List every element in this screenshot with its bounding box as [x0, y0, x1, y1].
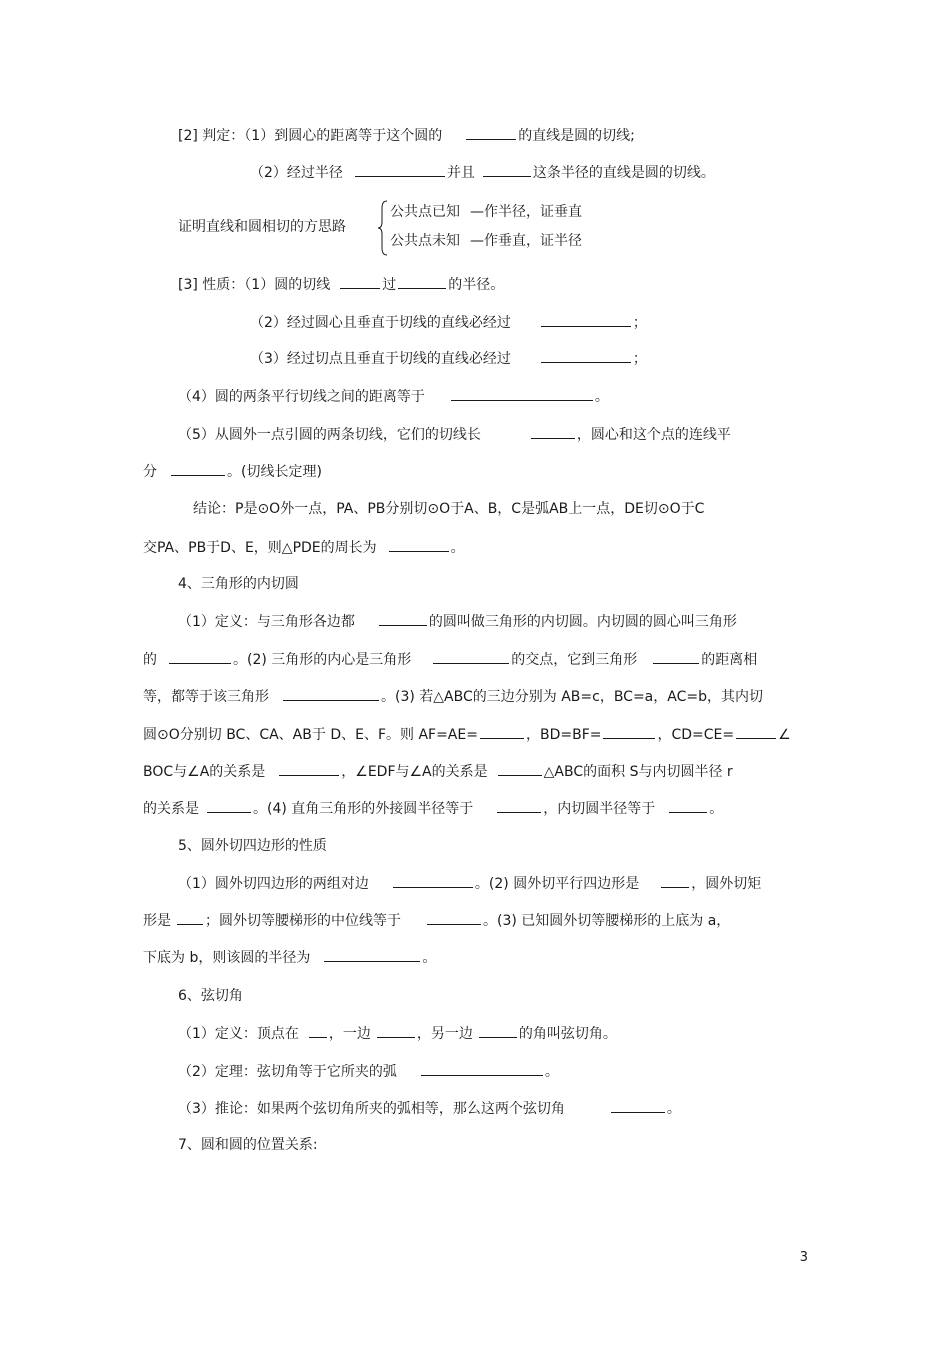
- blank: [541, 348, 631, 363]
- blank: [379, 611, 427, 626]
- blank: [171, 461, 225, 476]
- blank: [483, 162, 531, 177]
- blank: [427, 910, 481, 925]
- tangent-chord-line-1: （1）定义：顶点在 ，一边 ，另一边 的角叫弦切角。: [178, 1023, 617, 1044]
- blank: [611, 1098, 665, 1113]
- blank: [207, 798, 251, 813]
- blank: [451, 386, 593, 401]
- blank: [421, 1061, 543, 1076]
- property-line-1: [3] 性质：（1）圆的切线 过 的半径。: [178, 274, 504, 295]
- blank: [283, 686, 379, 701]
- property-line-2: （2）经过圆心且垂直于切线的直线必经过 ；: [250, 312, 647, 333]
- blank: [389, 537, 449, 552]
- blank: [466, 125, 516, 140]
- page-number: 3: [799, 1250, 808, 1265]
- blank: [309, 1023, 327, 1038]
- blank: [479, 1023, 517, 1038]
- tangent-chord-line-2: （2）定理：弦切角等于它所夹的弧 。: [178, 1061, 559, 1082]
- section-title-tangent-chord-angle: 6、弦切角: [178, 988, 243, 1004]
- blank: [531, 424, 575, 439]
- blank: [661, 873, 689, 888]
- section-title-circle-relations: 7、圆和圆的位置关系:: [178, 1137, 318, 1153]
- blank: [355, 162, 445, 177]
- brace-icon: [378, 200, 388, 256]
- property-line-6: 分 。(切线长定理): [143, 461, 322, 482]
- blank: [177, 910, 203, 925]
- property-line-3: （3）经过切点且垂直于切线的直线必经过 ；: [250, 348, 647, 369]
- proof-case-known: 公共点已知 —作半径，证垂直: [390, 204, 582, 220]
- property-line-4: （4）圆的两条平行切线之间的距离等于 。: [178, 386, 609, 407]
- criterion-line-2: （2）经过半径 并且 这条半径的直线是圆的切线。: [250, 162, 715, 183]
- blank: [324, 947, 420, 962]
- incircle-line-3: 等，都等于该三角形 。(3) 若△ABC的三边分别为 AB=c，BC=a，AC=b，其内切: [143, 686, 763, 707]
- blank: [669, 798, 707, 813]
- tangential-quad-line-1: （1）圆外切四边形的两组对边 。(2) 圆外切平行四边形是 ，圆外切矩: [178, 873, 761, 894]
- blank: [480, 724, 524, 739]
- blank: [497, 798, 541, 813]
- blank: [393, 873, 473, 888]
- blank: [498, 761, 542, 776]
- blank: [377, 1023, 415, 1038]
- conclusion-line-2: 交PA、PB于D、E，则△PDE的周长为 。: [143, 537, 465, 558]
- incircle-line-4: 圆⊙O分别切 BC、CA、AB于 D、E、F。则 AF=AE= ，BD=BF= ，CD=CE= ∠: [143, 724, 791, 745]
- incircle-line-1: （1）定义：与三角形各边都 的圆叫做三角形的内切圆。内切圆的圆心叫三角形: [178, 611, 737, 632]
- tangential-quad-line-3: 下底为 b，则该圆的半径为 。: [143, 947, 436, 968]
- criterion-line-1: [2] 判定：（1）到圆心的距离等于这个圆的 的直线是圆的切线;: [178, 125, 635, 146]
- blank: [398, 274, 446, 289]
- incircle-line-5: BOC与∠A的关系是 ，∠EDF与∠A的关系是 △ABC的面积 S与内切圆半径 r: [143, 761, 733, 782]
- blank: [653, 649, 699, 664]
- blank: [279, 761, 339, 776]
- blank: [603, 724, 655, 739]
- conclusion-line-1: 结论：P是⊙O外一点，PA、PB分别切⊙O于A、B，C是弧AB上一点，DE切⊙O于C: [193, 501, 705, 517]
- incircle-line-2: 的 。(2) 三角形的内心是三角形 的交点，它到三角形 的距离相: [143, 649, 757, 670]
- blank: [340, 274, 380, 289]
- property-line-5: （5）从圆外一点引圆的两条切线，它们的切线长 ，圆心和这个点的连线平: [178, 424, 731, 445]
- section-title-tangential-quad: 5、圆外切四边形的性质: [178, 838, 327, 854]
- blank: [736, 724, 776, 739]
- proof-case-unknown: 公共点未知 —作垂直，证半径: [390, 233, 582, 249]
- proof-label: 证明直线和圆相切的方思路: [178, 219, 346, 235]
- incircle-line-6: 的关系是 。(4) 直角三角形的外接圆半径等于 ，内切圆半径等于 。: [143, 798, 723, 819]
- tangential-quad-line-2: 形是 ；圆外切等腰梯形的中位线等于 。(3) 已知圆外切等腰梯形的上底为 a，: [143, 910, 730, 931]
- blank: [169, 649, 231, 664]
- section-title-incircle: 4、三角形的内切圆: [178, 576, 299, 592]
- tangent-chord-line-3: （3）推论：如果两个弦切角所夹的弧相等，那么这两个弦切角 。: [178, 1098, 681, 1119]
- blank: [433, 649, 509, 664]
- blank: [541, 312, 631, 327]
